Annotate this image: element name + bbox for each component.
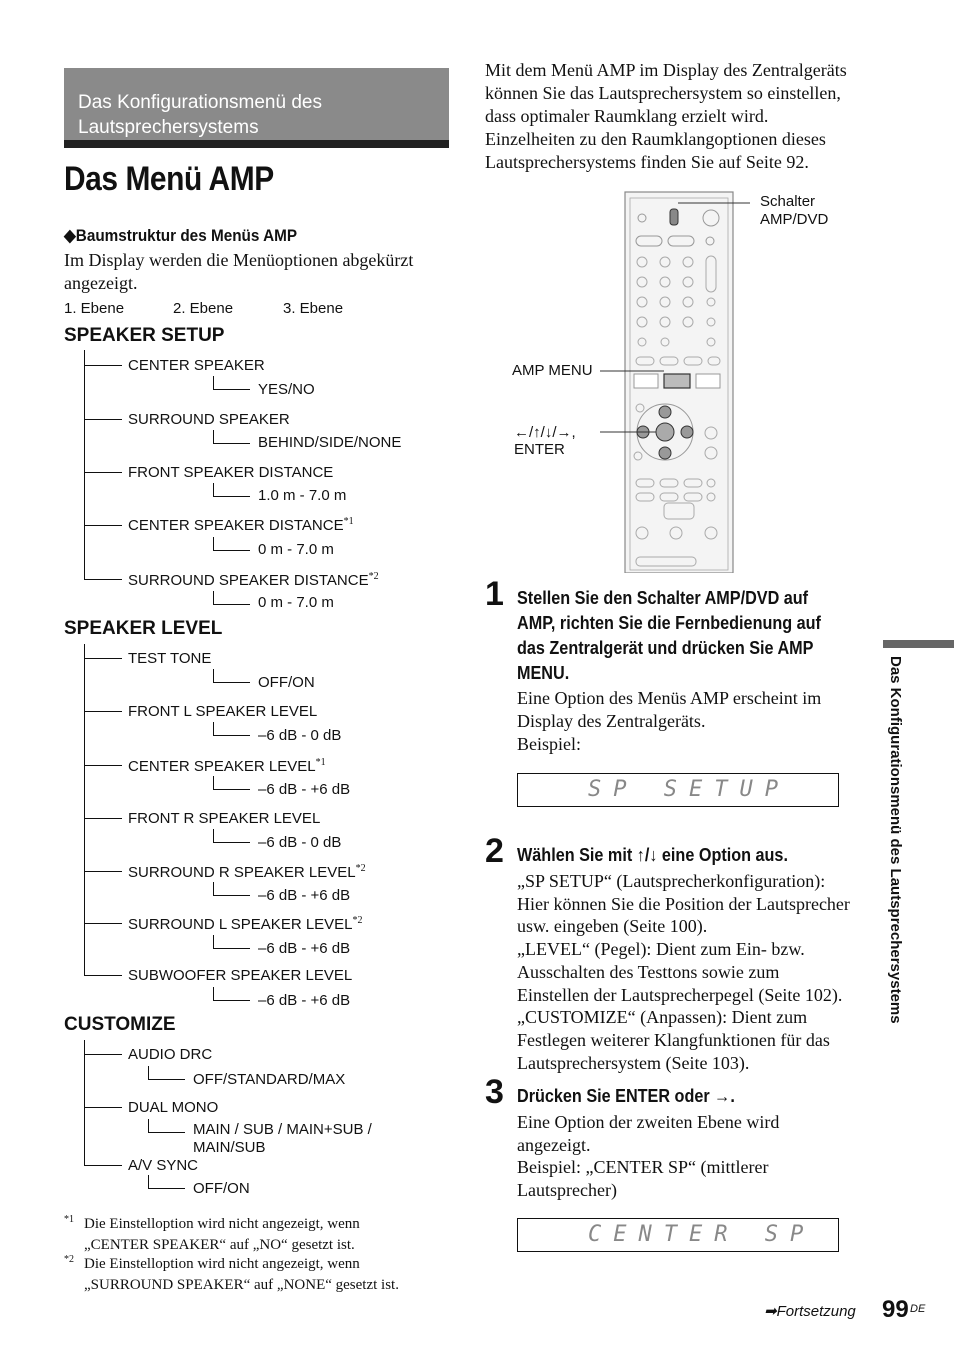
intro-line: Mit dem Menü AMP im Display des Zentralgeräts xyxy=(485,60,847,80)
tree-branch xyxy=(148,1079,185,1080)
menu-item: FRONT L SPEAKER LEVEL xyxy=(128,703,318,720)
step-2-body: Festlegen weiterer Klangfunktionen für das xyxy=(517,1030,830,1050)
menu-option: –6 dB - 0 dB xyxy=(258,834,342,851)
menu-item xyxy=(128,516,354,534)
tree-line xyxy=(213,669,214,682)
menu-item xyxy=(128,571,379,589)
menu-item: SUBWOOFER SPEAKER LEVEL xyxy=(128,967,353,984)
step-1-body: Eine Option des Menüs AMP erscheint im xyxy=(517,688,822,708)
tree-intro: Im Display werden die Menüoptionen abgekürzt angezeigt. xyxy=(64,250,414,293)
tree-line xyxy=(213,376,214,389)
footnote-ref: *1 xyxy=(343,516,354,527)
step-2-body: „LEVEL“ (Pegel): Dient zum Ein- bzw. xyxy=(517,939,805,959)
step-1-title: Stellen Sie den Schalter AMP/DVD auf xyxy=(517,588,809,608)
menu-item xyxy=(128,863,366,881)
menu-option: –6 dB - +6 dB xyxy=(258,992,351,1009)
lcd-display-sp-setup: SP SETUP xyxy=(517,773,839,807)
tree-line xyxy=(213,537,214,550)
step-2-body: „SP SETUP“ (Lautsprecherkonfiguration): xyxy=(517,871,826,891)
step-3-body: Eine Option der zweiten Ebene wird xyxy=(517,1112,780,1132)
tree-branch xyxy=(84,871,122,872)
tree-line xyxy=(148,1066,149,1079)
menu-item-label: SURROUND SPEAKER DISTANCE xyxy=(128,572,369,589)
menu-item: SURROUND SPEAKER xyxy=(128,411,290,428)
menu-option: –6 dB - +6 dB xyxy=(258,887,351,904)
menu-option: –6 dB - 0 dB xyxy=(258,727,342,744)
remote-control-illustration xyxy=(600,188,850,573)
step-2-body: usw. eingeben (Seite 100). xyxy=(517,916,708,936)
continuation-note: ➡Fortsetzung xyxy=(764,1303,856,1320)
footnote-1-text2: „CENTER SPEAKER“ auf „NO“ gesetzt ist. xyxy=(84,1237,355,1253)
tree-branch xyxy=(213,496,250,497)
step-1-body: Display des Zentralgeräts. xyxy=(517,711,706,731)
menu-option: OFF/STANDARD/MAX xyxy=(193,1071,346,1088)
level-1-label: 1. Ebene xyxy=(64,300,125,317)
intro-line: dass optimaler Raumklang erzielt wird. xyxy=(485,106,769,126)
footnote-mark: *1 xyxy=(64,1214,74,1225)
step-2-title: Wählen Sie mit ↑/↓ eine Option aus. xyxy=(517,845,788,865)
tree-line xyxy=(213,591,214,604)
menu-item: FRONT R SPEAKER LEVEL xyxy=(128,810,321,827)
tree-line xyxy=(148,1175,149,1188)
intro-line: Einzelheiten zu den Raumklangoptionen dieses xyxy=(485,129,826,149)
side-tab xyxy=(872,656,912,1036)
footnote-1-text: Die Einstelloption wird nicht angezeigt, wenn xyxy=(84,1216,360,1232)
group-speaker-setup: SPEAKER SETUP xyxy=(64,325,225,346)
step-2-body: Einstellen der Lautsprecherpegel (Seite 102). xyxy=(517,985,843,1005)
step-3-body: Beispiel: „CENTER SP“ (mittlerer xyxy=(517,1157,769,1177)
menu-option: OFF/ON xyxy=(193,1180,250,1197)
menu-item-label: CENTER SPEAKER LEVEL xyxy=(128,758,316,775)
tree-branch xyxy=(84,711,122,712)
tree-branch xyxy=(84,579,122,580)
arrow-keys-label: ←/↑/↓/→, xyxy=(514,424,576,441)
tree-branch xyxy=(213,895,250,896)
tree-line xyxy=(213,829,214,842)
tree-branch xyxy=(84,765,122,766)
tree-branch xyxy=(84,1165,122,1166)
step-1-title: MENU. xyxy=(517,663,570,683)
tree-branch xyxy=(213,948,250,949)
switch-label-2: AMP/DVD xyxy=(760,211,829,228)
tree-branch xyxy=(84,975,122,976)
step-1-body: Beispiel: xyxy=(517,734,581,754)
tree-line xyxy=(213,483,214,496)
switch-label: Schalter xyxy=(760,193,816,210)
step-1-title: AMP, richten Sie die Fernbedienung auf xyxy=(517,613,821,633)
footnote-ref: *1 xyxy=(315,757,326,768)
menu-option: –6 dB - +6 dB xyxy=(258,940,351,957)
menu-option: 0 m - 7.0 m xyxy=(258,541,334,558)
tree-line xyxy=(213,430,214,443)
menu-item: TEST TONE xyxy=(128,650,212,667)
step-2-body: Hier können Sie die Position der Lautsprecher xyxy=(517,894,850,914)
menu-item: A/V SYNC xyxy=(128,1157,199,1174)
step-1-title: das Zentralgerät und drücken Sie AMP xyxy=(517,638,814,658)
footnote-ref: *2 xyxy=(355,863,366,874)
footnote-ref: *2 xyxy=(368,571,379,582)
footnote-1-mark xyxy=(64,1210,74,1234)
level-3-label: 3. Ebene xyxy=(283,300,344,317)
group-speaker-level: SPEAKER LEVEL xyxy=(64,618,223,639)
tree-branch xyxy=(213,789,250,790)
lcd-display-center-sp: CENTER SP xyxy=(517,1218,839,1252)
tree-branch xyxy=(84,818,122,819)
side-tab-text: Das Konfigurationsmenü des Lautsprechersystems xyxy=(887,656,904,1024)
section-banner xyxy=(64,68,449,148)
tree-line xyxy=(84,350,85,579)
menu-item: FRONT SPEAKER DISTANCE xyxy=(128,464,334,481)
tree-branch xyxy=(213,389,250,390)
tree-branch xyxy=(84,365,122,366)
footnote-2-text: Die Einstelloption wird nicht angezeigt, wenn xyxy=(84,1256,360,1272)
menu-item xyxy=(128,757,326,775)
tree-line xyxy=(213,882,214,895)
tree-branch xyxy=(148,1188,185,1189)
tree-branch xyxy=(213,1000,250,1001)
tree-branch xyxy=(84,923,122,924)
tree-line xyxy=(213,722,214,735)
group-customize: CUSTOMIZE xyxy=(64,1014,176,1035)
menu-option: BEHIND/SIDE/NONE xyxy=(258,434,402,451)
menu-item: CENTER SPEAKER xyxy=(128,357,265,374)
step-3-body: angezeigt. xyxy=(517,1135,591,1155)
tree-branch xyxy=(84,658,122,659)
tree-branch xyxy=(213,682,250,683)
tree-line xyxy=(213,935,214,948)
menu-item: DUAL MONO xyxy=(128,1099,219,1116)
menu-item-label: SURROUND L SPEAKER LEVEL xyxy=(128,916,353,933)
intro-line: können Sie das Lautsprechersystem so einstellen, xyxy=(485,83,841,103)
tree-line xyxy=(148,1119,149,1132)
tree-line xyxy=(213,776,214,789)
amp-menu-label: AMP MENU xyxy=(512,362,593,379)
tree-branch xyxy=(213,604,250,605)
tree-heading: ◆Baumstruktur des Menüs AMP xyxy=(64,226,298,245)
page-number: 99 xyxy=(882,1296,909,1323)
page-title: Das Menü AMP xyxy=(64,160,274,198)
tree-branch xyxy=(213,735,250,736)
tree-branch xyxy=(213,443,250,444)
step-2-body: Ausschalten des Testtons sowie zum xyxy=(517,962,780,982)
section-banner-text: Das Konfigurationsmenü des Lautsprechersystems xyxy=(78,92,322,138)
enter-label: ENTER xyxy=(514,441,565,458)
step-2-body: „CUSTOMIZE“ (Anpassen): Dient zum xyxy=(517,1007,808,1027)
menu-option: MAIN/SUB xyxy=(193,1139,266,1156)
menu-item: AUDIO DRC xyxy=(128,1046,213,1063)
tree-branch xyxy=(84,1054,122,1055)
tree-branch xyxy=(213,842,250,843)
intro-line: Lautsprechersystems finden Sie auf Seite 92. xyxy=(485,152,809,172)
tree-line xyxy=(84,644,85,976)
footnote-ref: *2 xyxy=(352,915,363,926)
tree-branch xyxy=(84,472,122,473)
side-tab-marker xyxy=(883,640,954,648)
menu-item-label: CENTER SPEAKER DISTANCE xyxy=(128,517,344,534)
tree-branch xyxy=(84,1107,122,1108)
page-suffix: DE xyxy=(910,1303,926,1315)
menu-item xyxy=(128,915,363,933)
step-3-title: Drücken Sie ENTER oder →. xyxy=(517,1086,735,1106)
menu-option: MAIN / SUB / MAIN+SUB / xyxy=(193,1121,372,1138)
menu-option: –6 dB - +6 dB xyxy=(258,781,351,798)
step-2-body: Lautsprechersystem (Seite 103). xyxy=(517,1053,750,1073)
tree-branch xyxy=(84,419,122,420)
tree-line xyxy=(213,987,214,1000)
footnote-2-mark xyxy=(64,1250,74,1274)
tree-branch xyxy=(148,1132,185,1133)
menu-item-label: SURROUND R SPEAKER LEVEL xyxy=(128,864,356,881)
menu-option: 1.0 m - 7.0 m xyxy=(258,487,347,504)
step-2-number: 2 xyxy=(485,832,504,870)
tree-branch xyxy=(84,525,122,526)
level-2-label: 2. Ebene xyxy=(173,300,234,317)
step-3-body: Lautsprecher) xyxy=(517,1180,617,1200)
menu-option: YES/NO xyxy=(258,381,315,398)
footnote-mark: *2 xyxy=(64,1254,74,1265)
menu-option: OFF/ON xyxy=(258,674,315,691)
step-3-number: 3 xyxy=(485,1073,504,1111)
menu-option: 0 m - 7.0 m xyxy=(258,594,334,611)
step-1-number: 1 xyxy=(485,575,504,613)
tree-branch xyxy=(213,550,250,551)
footnote-2-text2: „SURROUND SPEAKER“ auf „NONE“ gesetzt ist. xyxy=(84,1277,399,1293)
tree-line xyxy=(84,1040,85,1165)
